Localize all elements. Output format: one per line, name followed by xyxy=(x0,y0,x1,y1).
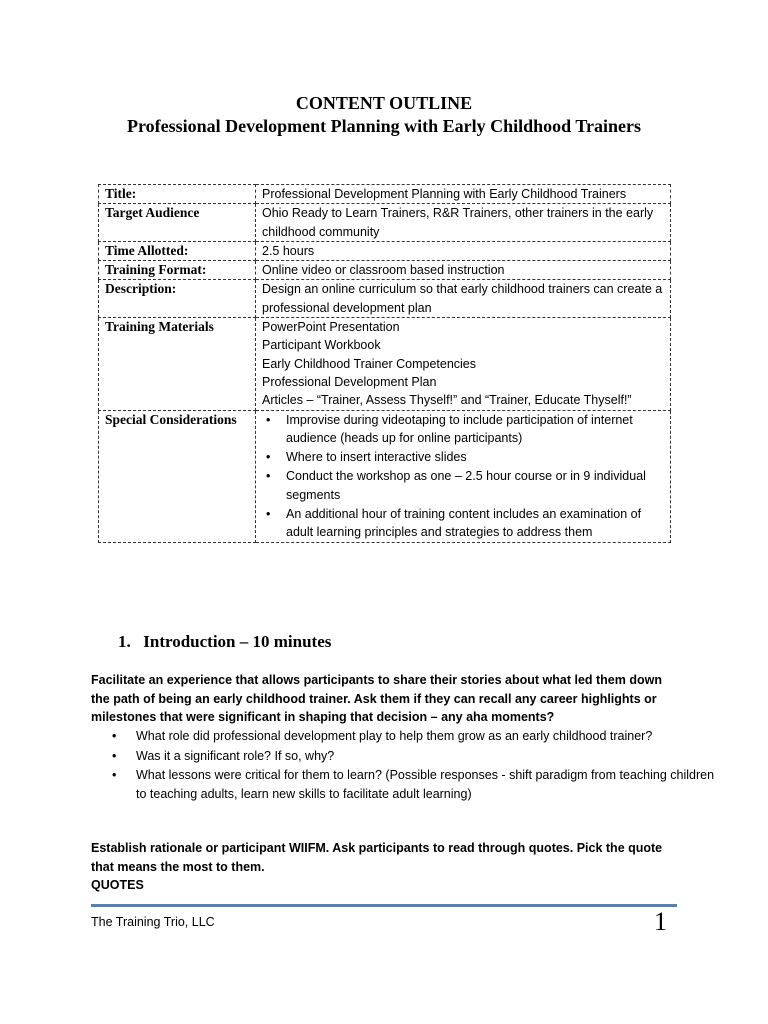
page-number: 1 xyxy=(654,907,667,936)
table-row xyxy=(99,410,671,542)
discussion-list xyxy=(91,727,726,803)
quotes-label: QUOTES xyxy=(91,878,144,892)
row-label: Training Materials xyxy=(99,318,256,410)
table-row xyxy=(99,318,671,410)
row-value: Design an online curriculum so that early childhood trainers can create a professional development plan xyxy=(256,280,671,318)
material-item: Professional Development Plan xyxy=(262,374,437,389)
row-value: Professional Development Planning with Early Childhood Trainers xyxy=(256,185,671,204)
document-subtitle: Professional Development Planning with Early Childhood Trainers xyxy=(126,116,642,136)
row-label: Special Considerations xyxy=(99,410,256,542)
table-row xyxy=(99,241,671,260)
row-label: Target Audience xyxy=(99,204,256,242)
list-item: • An additional hour of training content includes an examination of adult learning principles and strategies to address them xyxy=(286,505,664,542)
footer-company: The Training Trio, LLC xyxy=(91,915,215,929)
section-heading xyxy=(118,632,331,652)
special-considerations xyxy=(256,410,671,542)
list-item: • Where to insert interactive slides xyxy=(286,448,664,466)
intro-paragraph: Facilitate an experience that allows participants to share their stories about what led them down the path of being an early childhood trainer. Ask them if they can recall any career highlights or milestones that were significant in shaping that decision – any aha moments? xyxy=(91,673,662,724)
document-heading xyxy=(98,92,670,138)
considerations-list xyxy=(262,411,664,542)
rationale-paragraph: Establish rationale or participant WIIFM. Ask participants to read through quotes. Pick the quote that means the most to them. xyxy=(91,841,663,874)
section-number: 1. xyxy=(118,632,131,651)
list-item: • Improvise during videotaping to include participation of internet audience (heads up for online participants) xyxy=(286,411,664,448)
table-row xyxy=(99,261,671,280)
row-label: Title: xyxy=(99,185,256,204)
row-label: Time Allotted: xyxy=(99,241,256,260)
footer-rule xyxy=(91,904,677,907)
row-value: Ohio Ready to Learn Trainers, R&R Trainers, other trainers in the early childhood community xyxy=(256,204,671,242)
list-item: • What lessons were critical for them to learn? (Possible responses - shift paradigm from teaching children to teaching adults, learn new skills to facilitate adult learning) xyxy=(136,766,726,803)
material-item: Articles – “Trainer, Assess Thyself!” and “Trainer, Educate Thyself!” xyxy=(262,393,632,408)
list-item: • Was it a significant role? If so, why? xyxy=(136,747,726,766)
list-item: • Conduct the workshop as one – 2.5 hour course or in 9 individual segments xyxy=(286,467,664,504)
material-item: PowerPoint Presentation xyxy=(262,320,400,335)
table-row xyxy=(99,185,671,204)
material-item: Early Childhood Trainer Competencies xyxy=(262,356,476,371)
table-row xyxy=(99,280,671,318)
row-value: 2.5 hours xyxy=(256,241,671,260)
materials-list xyxy=(256,318,671,410)
document-title: CONTENT OUTLINE xyxy=(295,93,473,113)
list-item: • What role did professional development play to help them grow as an early childhood trainer? xyxy=(136,727,726,746)
table-row xyxy=(99,204,671,242)
material-item: Participant Workbook xyxy=(262,338,381,353)
row-value: Online video or classroom based instruction xyxy=(256,261,671,280)
row-label: Training Format: xyxy=(99,261,256,280)
section-title: Introduction – 10 minutes xyxy=(143,632,332,651)
row-label: Description: xyxy=(99,280,256,318)
outline-table xyxy=(98,184,671,543)
